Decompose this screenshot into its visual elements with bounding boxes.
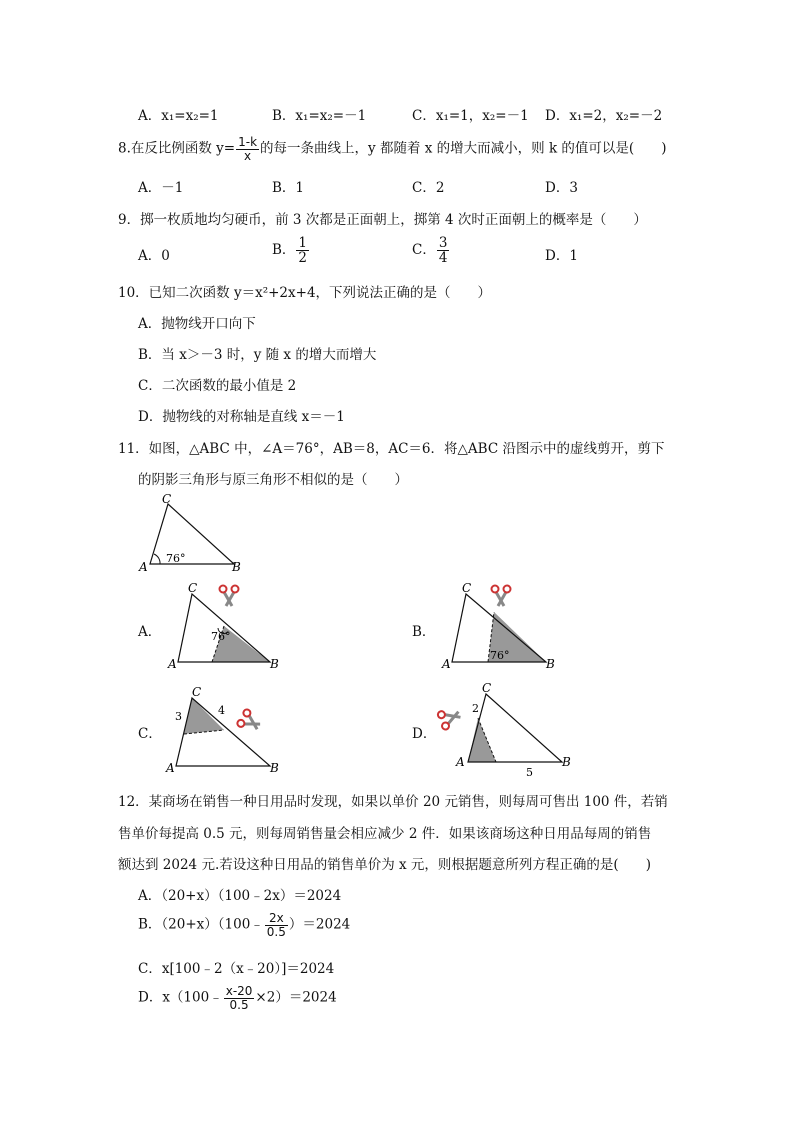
q12-d-num: x-20 — [225, 984, 253, 998]
q12-d-den: 0.5 — [229, 997, 249, 1012]
label-c: C — [482, 681, 492, 695]
q7-option-d: D．x₁=2，x₂=－2 — [545, 108, 663, 124]
label-a: A — [456, 755, 465, 769]
q9-option-b-fraction — [296, 236, 309, 265]
label-two: 2 — [472, 702, 479, 715]
label-c: C — [188, 581, 198, 595]
main-triangle — [150, 504, 234, 564]
label-c: C — [162, 492, 172, 506]
q12-b-pre: B．（20+x）（100﹣ — [138, 916, 264, 933]
q11-option-c: C． — [138, 726, 162, 742]
q11-figure-a — [164, 580, 284, 670]
scissors-icon — [236, 708, 263, 735]
q10-option-b: B．当 x＞－3 时，y 随 x 的增大而增大 — [138, 347, 377, 363]
scissors-icon — [220, 586, 239, 607]
q10-stem: 10．已知二次函数 y＝x²+2x+4，下列说法正确的是（ ） — [118, 285, 492, 301]
q11-option-b: B． — [412, 624, 436, 640]
q9-option-a: A．0 — [138, 248, 170, 264]
angle-arc — [154, 554, 160, 564]
q9-option-c-fraction — [437, 236, 450, 265]
q11-figure-c — [164, 684, 284, 776]
q8-stem — [118, 136, 666, 162]
q12-stem-line1: 12．某商场在销售一种日用品时发现，如果以单价 20 元销售，则每周可售出 100 件，若销 — [118, 794, 668, 810]
q7-option-b: B．x₁=x₂=－1 — [272, 108, 367, 124]
label-three: 3 — [175, 710, 182, 723]
q11-option-d: D． — [412, 726, 437, 742]
angle-label: 76° — [166, 552, 186, 565]
q7-option-c: C．x₁=1，x₂=－1 — [412, 108, 529, 124]
q7-option-a: A．x₁=x₂=1 — [138, 108, 219, 124]
label-c: C — [462, 581, 472, 595]
q12-d-pre: D．x（100﹣ — [138, 989, 223, 1006]
q9-c-num: 3 — [438, 235, 448, 251]
angle-label: 76° — [490, 649, 510, 662]
q9-option-b-label: B． — [272, 242, 296, 259]
q10-option-c: C．二次函数的最小值是 2 — [138, 378, 297, 394]
label-a: A — [442, 657, 451, 671]
label-b: B — [562, 755, 571, 769]
q8-fraction — [236, 136, 259, 162]
q9-option-c — [412, 236, 450, 265]
label-a: A — [166, 761, 175, 775]
q12-d-post: ×2）＝2024 — [255, 989, 337, 1006]
q12-option-c: C．x[100﹣2（x﹣20）]＝2024 — [138, 961, 335, 977]
label-b: B — [270, 657, 279, 671]
q9-option-b — [272, 236, 310, 265]
q11-main-figure — [136, 492, 246, 572]
q11-stem-line2: 的阴影三角形与原三角形不相似的是（ ） — [138, 472, 408, 488]
q12-option-a: A．（20+x）（100﹣2x）＝2024 — [138, 888, 342, 904]
q9-b-num: 1 — [298, 235, 308, 251]
q12-option-b — [138, 912, 350, 938]
scissors-icon — [437, 706, 463, 731]
q8-option-b: B．1 — [272, 180, 305, 196]
q8-option-c: C．2 — [412, 180, 445, 196]
q8-prefix: 8.在反比例函数 y= — [118, 140, 236, 157]
q11-figure-d — [440, 680, 574, 780]
q11-figure-b — [440, 580, 560, 670]
scissors-icon — [492, 586, 511, 607]
q11-option-a: A． — [138, 624, 162, 640]
q9-option-d: D．1 — [545, 248, 578, 264]
label-b: B — [270, 761, 279, 775]
q12-b-fraction — [265, 912, 288, 938]
shaded-triangle-d — [468, 718, 496, 762]
q8-suffix: 的每一条曲线上，y 都随着 x 的增大而减小，则 k 的值可以是( ) — [260, 140, 667, 157]
label-five: 5 — [526, 766, 533, 779]
q12-option-d — [138, 985, 337, 1011]
label-b: B — [232, 560, 241, 574]
q12-stem-line2: 售单价每提高 0.5 元，则每周销售量会相应减少 2 件．如果该商场这种日用品每周的销售 — [118, 826, 652, 842]
label-a: A — [168, 657, 177, 671]
q12-d-fraction — [224, 985, 255, 1011]
q12-b-den: 0.5 — [266, 924, 286, 939]
q9-option-c-label: C． — [412, 242, 436, 259]
q9-c-den: 4 — [438, 250, 448, 267]
q8-frac-den: x — [244, 148, 252, 163]
label-b: B — [546, 657, 555, 671]
q12-b-num: 2x — [265, 912, 288, 926]
angle-label: 76° — [211, 630, 231, 643]
label-c: C — [192, 685, 202, 699]
q10-option-a: A．抛物线开口向下 — [138, 316, 256, 332]
q8-frac-num: 1-k — [238, 135, 258, 149]
q9-b-den: 2 — [298, 250, 308, 267]
q8-option-a: A．－1 — [138, 180, 184, 196]
q10-option-d: D．抛物线的对称轴是直线 x＝－1 — [138, 409, 345, 425]
label-four: 4 — [218, 704, 225, 717]
q12-stem-line3: 额达到 2024 元.若设这种日用品的销售单价为 x 元，则根据题意所列方程正确的是( ) — [118, 857, 651, 873]
q11-stem-line1: 11．如图，△ABC 中，∠A＝76°，AB＝8，AC＝6．将△ABC 沿图示中的虚线剪开，剪下 — [118, 441, 665, 457]
label-a: A — [139, 560, 148, 574]
q9-stem: 9．掷一枚质地均匀硬币，前 3 次都是正面朝上，掷第 4 次时正面朝上的概率是（ ） — [118, 212, 647, 228]
q12-b-post: ）＝2024 — [288, 916, 351, 933]
q8-option-d: D．3 — [545, 180, 578, 196]
